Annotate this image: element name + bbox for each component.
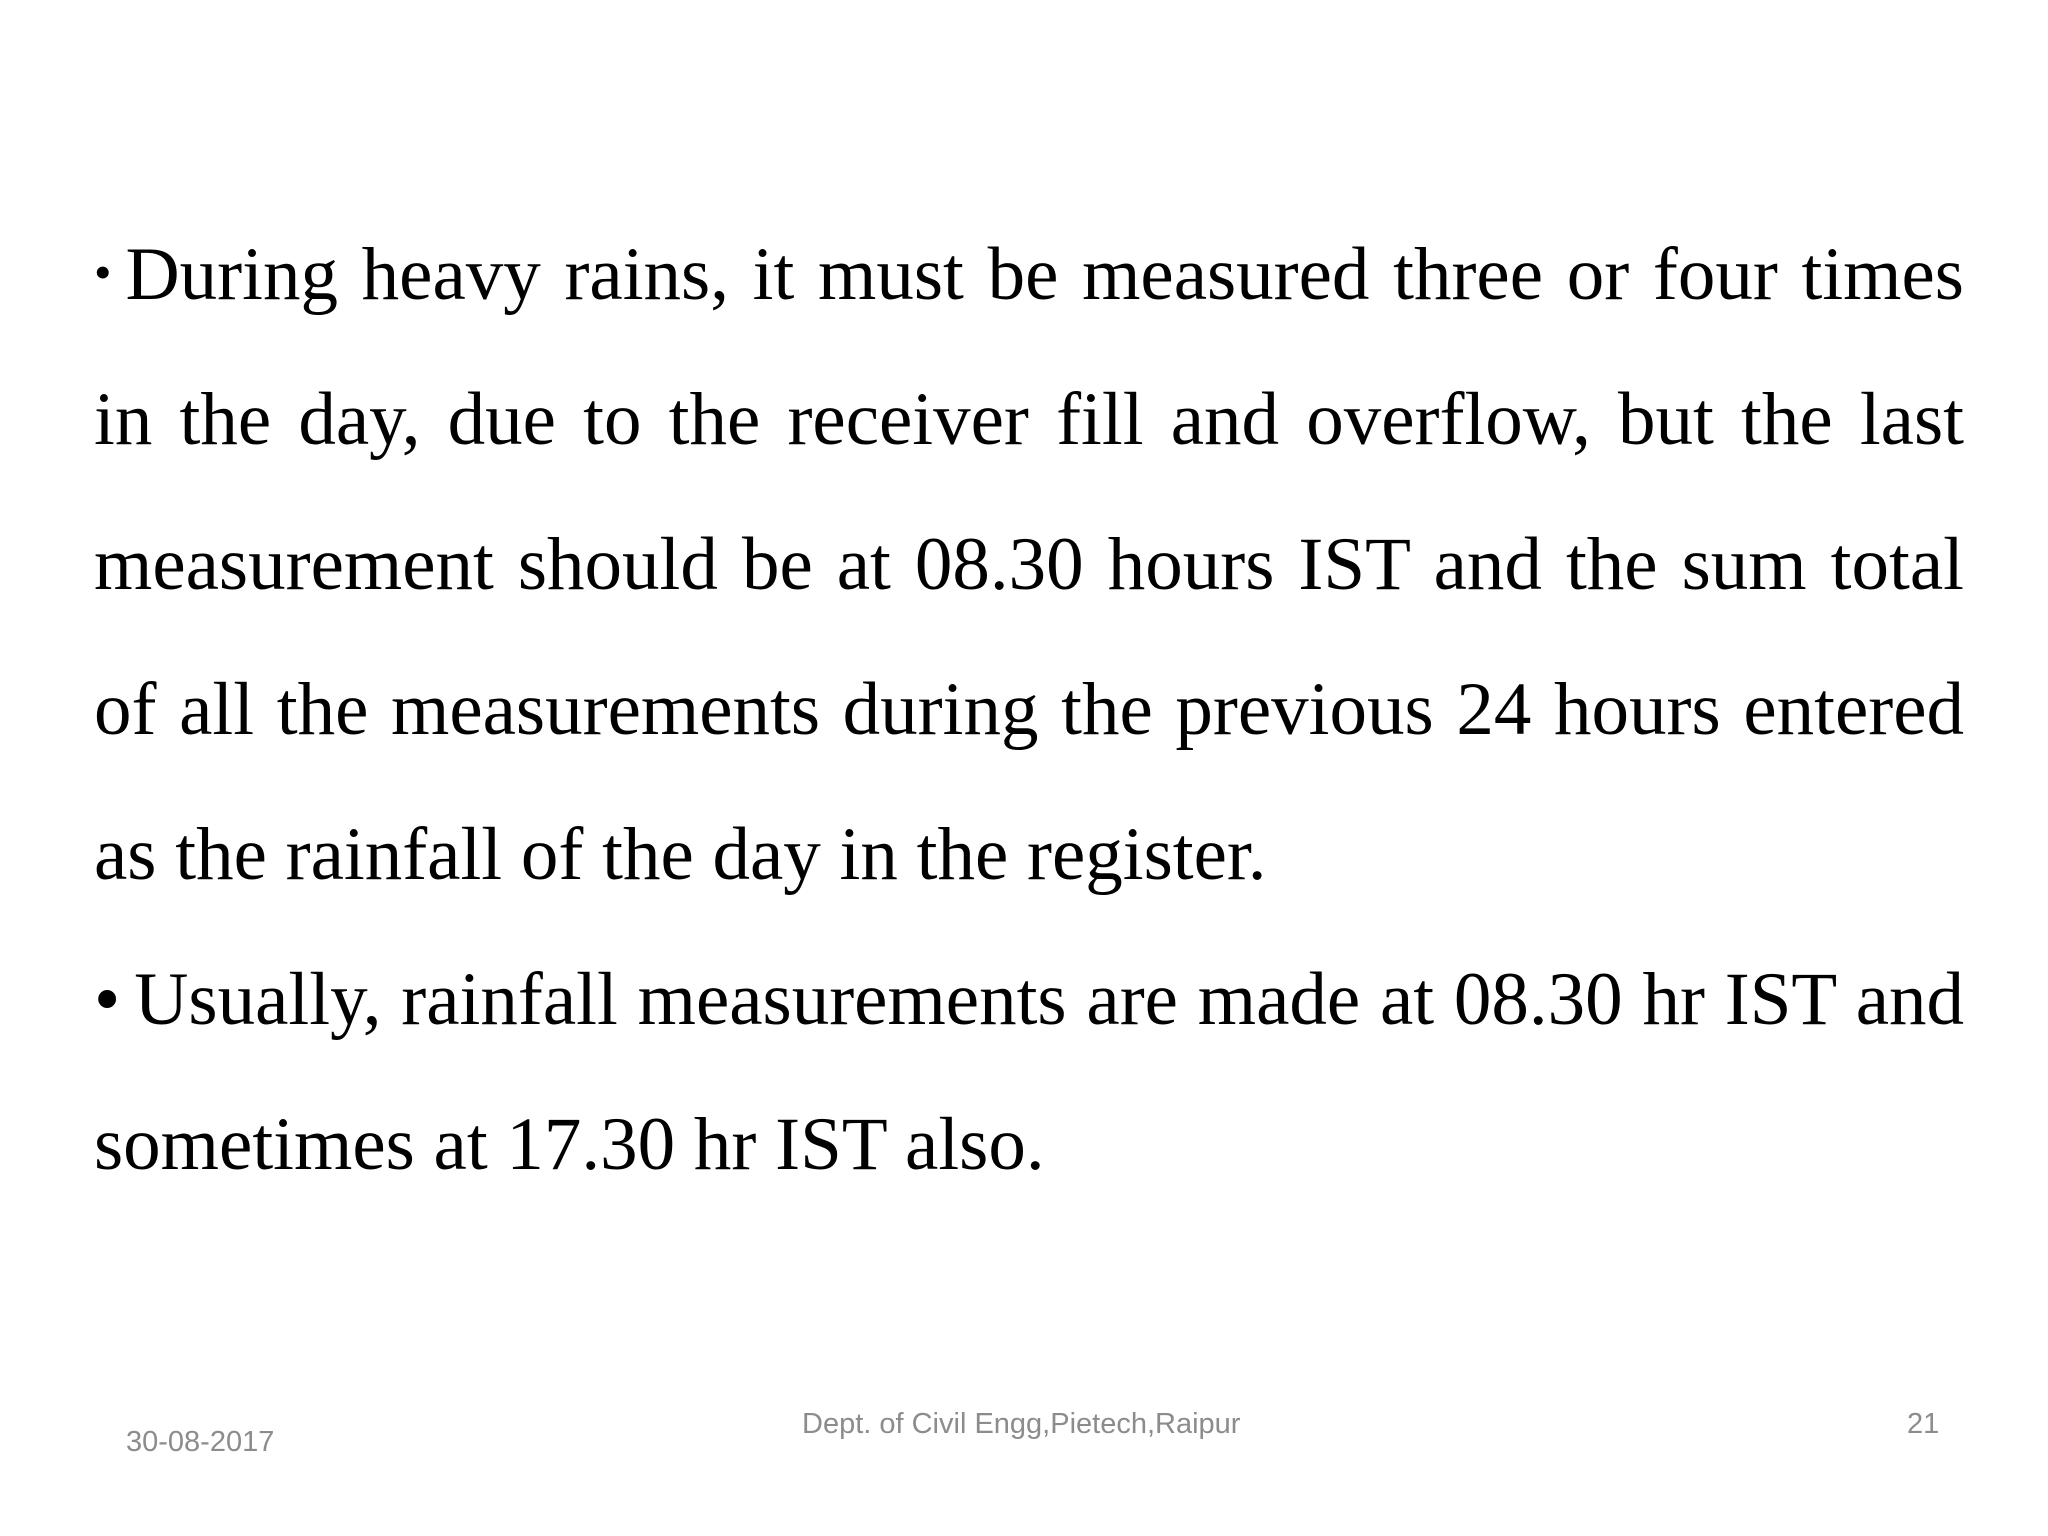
bullet-marker: •: [94, 244, 112, 300]
slide-body: [94, 200, 1964, 1217]
bullet-marker: •: [94, 958, 121, 1041]
footer-department: Dept. of Civil Engg,Pietech,Raipur: [802, 1408, 1241, 1440]
bullet-item-2: [94, 927, 1964, 1217]
bullet-item-1: [94, 200, 1964, 927]
bullet-text: Usually, rainfall measurements are made at 08.30 hr IST and sometimes at 17.30 hr IST also.: [94, 958, 1964, 1186]
footer-date: 30-08-2017: [126, 1426, 275, 1458]
bullet-text: During heavy rains, it must be measured three or four times in the day, due to the receiver fill and overflow, but the last measurement should be at 08.30 hours IST and the sum total of all the measurements during the previous 24 hours entered as the rainfall of the day in the register.: [94, 233, 1964, 896]
slide-number: 21: [1907, 1408, 1940, 1440]
